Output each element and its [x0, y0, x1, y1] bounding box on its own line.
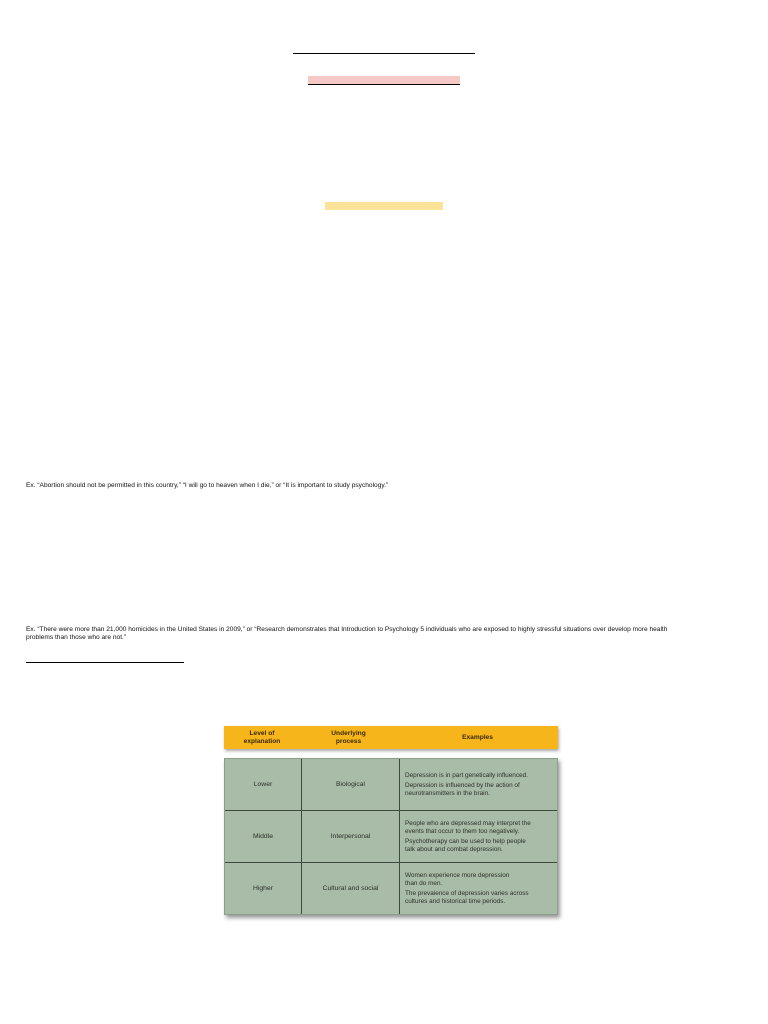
process-cell: Biological [335, 781, 366, 788]
example-text: Psychotherapy can be used to help people talk about and combat depression. [405, 837, 526, 853]
process-cell: Interpersonal [330, 833, 371, 840]
table-row [225, 759, 557, 810]
fact-example-text: Ex. “There were more than 21,000 homicides in the United States in 2009,” or “Research demonstrates that Introduction to Psychology 5 individuals who are exposed to highly stressful situations over develop more health problems than those who are not.” [26, 626, 668, 642]
example-text: People who are depressed may interpret the events that occur to them too negatively. [405, 819, 531, 835]
table-body [224, 758, 558, 915]
level-cell: Higher [252, 885, 274, 892]
title-underline [293, 53, 475, 54]
process-cell: Cultural and social [322, 885, 379, 892]
header-underlying-process: Underlying process [331, 729, 366, 745]
header-examples: Examples [462, 733, 493, 741]
table-header [224, 726, 558, 749]
table-row [225, 862, 557, 914]
pink-highlight-bar [308, 76, 460, 84]
section-divider [26, 662, 184, 663]
example-text: The prevalence of depression varies across cultures and historical time periods. [405, 889, 529, 905]
header-level-of-explanation: Level of explanation [243, 729, 281, 745]
level-cell: Middle [252, 833, 274, 840]
table-row [225, 810, 557, 862]
level-cell: Lower [253, 781, 273, 788]
example-text: Depression is influenced by the action of neurotransmitters in the brain. [405, 781, 520, 797]
yellow-highlight-bar [325, 202, 443, 210]
pink-highlight-underline [308, 84, 460, 85]
opinion-example-text: Ex. “Abortion should not be permitted in this country,” “I will go to heaven when I die,” or “It is important to study psychology.” [26, 482, 389, 489]
example-text: Depression is in part genetically influenced. [405, 771, 528, 779]
levels-of-explanation-table [224, 726, 558, 915]
example-text: Women experience more depression than do men. [405, 871, 510, 887]
